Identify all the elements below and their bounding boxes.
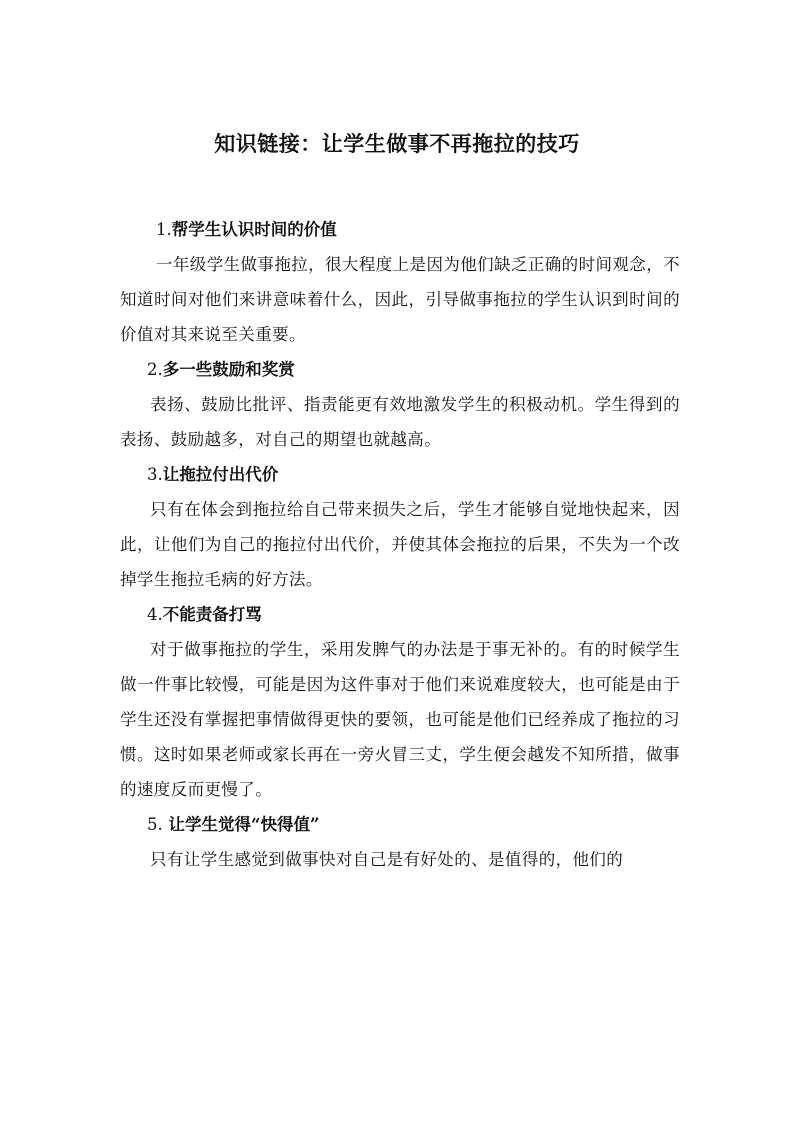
page-title: 知识链接：让学生做事不再拖拉的技巧 bbox=[214, 131, 580, 156]
section-number: 1. bbox=[156, 220, 172, 239]
section-number: 3. bbox=[147, 465, 163, 484]
section-title: 让拖拉付出代价 bbox=[162, 465, 279, 484]
section-heading-1 bbox=[120, 212, 680, 247]
section-paragraph-1: 一年级学生做事拖拉，很大程度上是因为他们缺乏正确的时间观念，不知道时间对他们来讲意味着什么，因此，引导做事拖拉的学生认识到时间的价值对其来说至关重要。 bbox=[120, 255, 680, 344]
section-paragraph-2: 表扬、鼓励比批评、指责能更有效地激发学生的积极动机。学生得到的表扬、鼓励越多，对自己的期望也就越高。 bbox=[120, 395, 680, 449]
section-paragraph-5: 只有让学生感觉到做事快对自己是有好处的、是值得的，他们的 bbox=[150, 850, 624, 869]
document-body bbox=[120, 212, 680, 877]
section-paragraph-4: 对于做事拖拉的学生，采用发脾气的办法是于事无补的。有的时候学生做一件事比较慢，可能是因为这件事对于他们来说难度较大，也可能是由于学生还没有掌握把事情做得更快的要领，也可能是他们已经养成了拖拉的习惯。这时如果老师或家长再在一旁火冒三丈，学生便会越发不知所措，做事的速度反而更慢了。 bbox=[120, 640, 680, 799]
section-title: 不能责备打骂 bbox=[162, 605, 262, 624]
section-heading-2 bbox=[120, 352, 680, 387]
section-heading-3 bbox=[120, 457, 680, 492]
section-title: 让学生觉得“快得值” bbox=[168, 815, 320, 834]
section-title: 多一些鼓励和奖赏 bbox=[162, 360, 295, 379]
section-number: 4. bbox=[147, 605, 163, 624]
section-title: 帮学生认识时间的价值 bbox=[171, 220, 337, 239]
section-heading-4 bbox=[120, 597, 680, 632]
section-heading-5 bbox=[120, 807, 680, 842]
section-paragraph-3: 只有在体会到拖拉给自己带来损失之后，学生才能够自觉地快起来，因此，让他们为自己的拖拉付出代价，并使其体会拖拉的后果，不失为一个改掉学生拖拉毛病的好方法。 bbox=[120, 500, 680, 589]
section-number: 5. bbox=[147, 815, 163, 834]
section-number: 2. bbox=[147, 360, 163, 379]
